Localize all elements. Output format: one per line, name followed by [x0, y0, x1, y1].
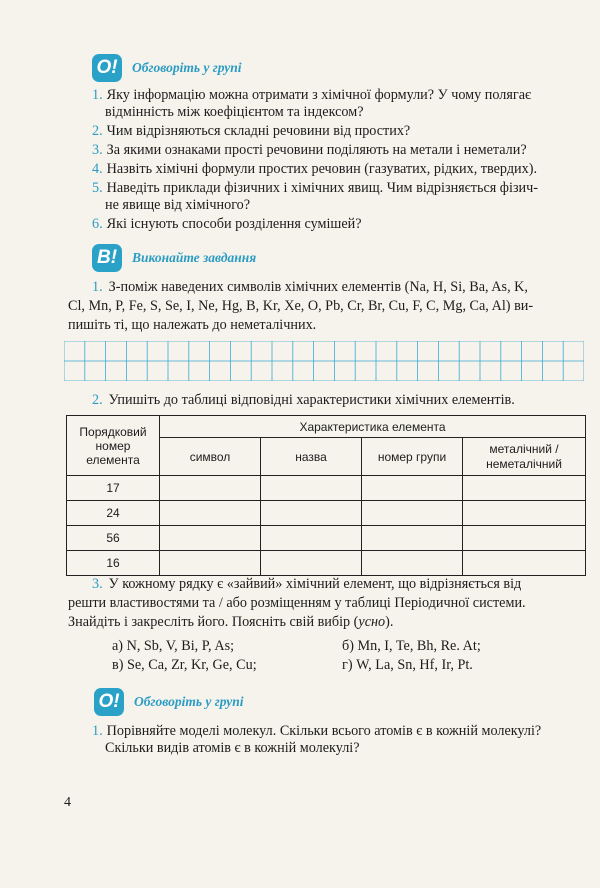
question-5: 5. Наведіть приклади фізичних і хімічних явищ. Чим відрізняється фізич- не явище від хімічного? [92, 180, 539, 213]
section-title-discuss: Обговоріть у групі [132, 60, 242, 75]
answer-cell[interactable] [463, 501, 586, 526]
option-c: в) Se, Ca, Zr, Kr, Ge, Cu; [112, 657, 257, 673]
answer-cell[interactable] [362, 476, 463, 501]
task-2: 2. Упишіть до таблиці відповідні характеристики хімічних елементів. [92, 392, 515, 408]
header-symbol: символ [160, 438, 261, 476]
header-metal-nonmetal: металічний / неметалічний [463, 438, 586, 476]
header-characteristics: Характеристика елемента [160, 416, 586, 438]
answer-cell[interactable] [261, 526, 362, 551]
question-1: 1. Яку інформацію можна отримати з хімічної формули? У чому полягає відмінність між коефіцієнтом та індексом? [92, 87, 532, 120]
answer-cell[interactable] [362, 551, 463, 576]
question-2: 2. Чим відрізняються складні речовини від простих? [92, 123, 411, 139]
question-6: 6. Які існують способи розділення сумішей? [92, 216, 362, 232]
page-number: 4 [64, 795, 71, 810]
table-row: 24 [67, 501, 586, 526]
option-a: а) N, Sb, V, Bi, P, As; [112, 638, 235, 654]
option-d: г) W, La, Sn, Hf, Ir, Pt. [342, 657, 473, 673]
question-1-molecules: 1. Порівняйте моделі молекул. Скільки всього атомів є в кожній молекулі? Скільки видів атомів є в кожній молекулі? [92, 723, 542, 756]
answer-cell[interactable] [463, 476, 586, 501]
element-table [66, 415, 586, 576]
answer-cell[interactable] [463, 551, 586, 576]
discuss-badge-icon: О! [92, 54, 122, 82]
answer-cell[interactable] [261, 551, 362, 576]
answer-cell[interactable] [261, 501, 362, 526]
table-row: 56 [67, 526, 586, 551]
table-row: 17 [67, 476, 586, 501]
task-3: 3. У кожному рядку є «зайвий» хімічний елемент, що відрізняється від решти властивостями та / або розміщенням у таблиці Періодичної системи. Знайдіть і закресліть його. Поясніть свій вибір (усно). [68, 576, 526, 630]
option-b: б) Mn, I, Te, Bh, Re. At; [342, 638, 481, 654]
answer-cell[interactable] [362, 526, 463, 551]
section-title-discuss-2: Обговоріть у групі [134, 694, 244, 709]
answer-cell[interactable] [160, 501, 261, 526]
section-title-tasks: Виконайте завдання [132, 250, 257, 265]
question-4: 4. Назвіть хімічні формули простих речовин (газуватих, рідких, твердих). [92, 161, 537, 177]
task-1: 1. З-поміж наведених символів хімічних елементів (Na, H, Si, Ba, As, K, Cl, Mn, P, Fe, S, Se, I, Ne, Hg, B, Kr, Xe, O, Pb, Cr, Br, Cu, F, C, Mg, Ca, Al) ви- пишіть ті, що належать до неметалічних. [68, 279, 534, 333]
answer-grid[interactable] [64, 341, 584, 381]
header-ordinal-number: Порядковий номер елемента [67, 416, 160, 476]
discuss-badge-icon: О! [94, 688, 124, 716]
task-badge-icon: В! [92, 244, 122, 272]
answer-cell[interactable] [160, 526, 261, 551]
answer-cell[interactable] [160, 551, 261, 576]
answer-cell[interactable] [261, 476, 362, 501]
answer-cell[interactable] [463, 526, 586, 551]
answer-cell[interactable] [160, 476, 261, 501]
question-3: 3. За якими ознаками прості речовини поділяють на метали і неметали? [92, 142, 527, 158]
answer-cell[interactable] [362, 501, 463, 526]
header-name: назва [261, 438, 362, 476]
header-group-number: номер групи [362, 438, 463, 476]
table-row: 16 [67, 551, 586, 576]
